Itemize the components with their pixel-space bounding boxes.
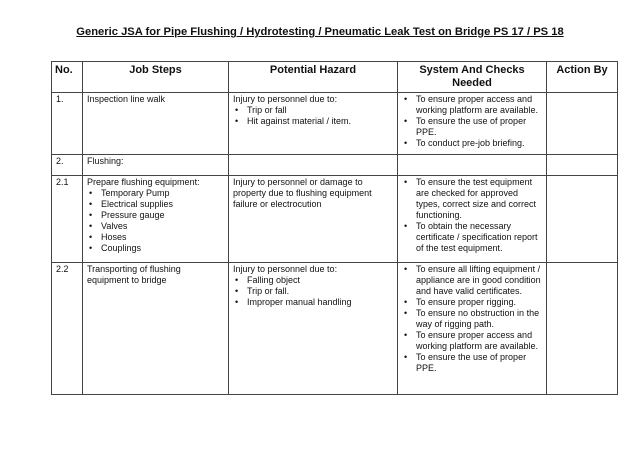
hazard-list — [233, 105, 393, 127]
job-step-text: Prepare flushing equipment: — [87, 177, 200, 187]
table-row — [52, 176, 618, 263]
job-step-text: Inspection line walk — [87, 94, 166, 104]
check-item: • To ensure proper access and working platform are available. — [416, 330, 542, 352]
check-item: • To ensure the test equipment are checked for approved types, correct size and correct functioning. — [416, 177, 542, 221]
job-step-item: • Valves — [101, 221, 224, 232]
check-item: • To ensure proper access and working platform are available. — [416, 94, 542, 116]
job-step-text: Transporting of flushing equipment to bridge — [87, 264, 181, 285]
header-potential-hazard: Potential Hazard — [229, 62, 398, 93]
job-step-cell — [83, 263, 229, 395]
action-by-cell — [547, 176, 618, 263]
check-item: • To ensure the use of proper PPE. — [416, 352, 542, 374]
checks-cell — [398, 263, 547, 395]
hazard-text: Injury to personnel or damage to property due to flushing equipment failure or electrocution — [233, 177, 372, 209]
row-number: 2. — [52, 155, 83, 176]
job-step-item: • Hoses — [101, 232, 224, 243]
action-by-cell — [547, 155, 618, 176]
header-no: No. — [52, 62, 83, 93]
check-item: • To ensure all lifting equipment / appliance are in good condition and have valid certificates. — [416, 264, 542, 297]
table-row — [52, 155, 618, 176]
job-step-cell — [83, 155, 229, 176]
job-step-list — [87, 188, 224, 254]
table-row — [52, 263, 618, 395]
header-action-by: Action By — [547, 62, 618, 93]
action-by-cell — [547, 263, 618, 395]
hazard-item: • Trip or fall. — [247, 286, 393, 297]
hazard-cell — [229, 176, 398, 263]
hazard-cell — [229, 155, 398, 176]
check-item: • To ensure no obstruction in the way of rigging path. — [416, 308, 542, 330]
row-number: 2.2 — [52, 263, 83, 395]
job-step-text: Flushing: — [87, 156, 124, 166]
hazard-cell — [229, 263, 398, 395]
job-step-cell — [83, 93, 229, 155]
action-by-cell — [547, 93, 618, 155]
job-step-item: • Pressure gauge — [101, 210, 224, 221]
check-list — [402, 264, 542, 374]
check-list — [402, 177, 542, 254]
jsa-table — [51, 61, 618, 395]
checks-cell — [398, 155, 547, 176]
hazard-cell — [229, 93, 398, 155]
header-system-checks: System And Checks Needed — [398, 62, 547, 93]
job-step-item: • Temporary Pump — [101, 188, 224, 199]
job-step-cell — [83, 176, 229, 263]
header-job-steps: Job Steps — [83, 62, 229, 93]
hazard-text: Injury to personnel due to: — [233, 94, 338, 104]
check-item: • To ensure the use of proper PPE. — [416, 116, 542, 138]
job-step-item: • Couplings — [101, 243, 224, 254]
hazard-text: Injury to personnel due to: — [233, 264, 338, 274]
checks-cell — [398, 93, 547, 155]
hazard-item: • Improper manual handling — [247, 297, 393, 308]
check-item: • To ensure proper rigging. — [416, 297, 542, 308]
check-item: • To obtain the necessary certificate / specification report of the test equipment. — [416, 221, 542, 254]
hazard-item: • Trip or fall — [247, 105, 393, 116]
checks-cell — [398, 176, 547, 263]
hazard-item: • Hit against material / item. — [247, 116, 393, 127]
check-item: • To conduct pre-job briefing. — [416, 138, 542, 149]
row-number: 2.1 — [52, 176, 83, 263]
hazard-item: • Falling object — [247, 275, 393, 286]
row-number: 1. — [52, 93, 83, 155]
header-row — [52, 62, 618, 93]
job-step-item: • Electrical supplies — [101, 199, 224, 210]
table-row — [52, 93, 618, 155]
hazard-list — [233, 275, 393, 308]
document-title: Generic JSA for Pipe Flushing / Hydrotesting / Pneumatic Leak Test on Bridge PS 17 / PS 18 — [76, 26, 564, 38]
check-list — [402, 94, 542, 149]
